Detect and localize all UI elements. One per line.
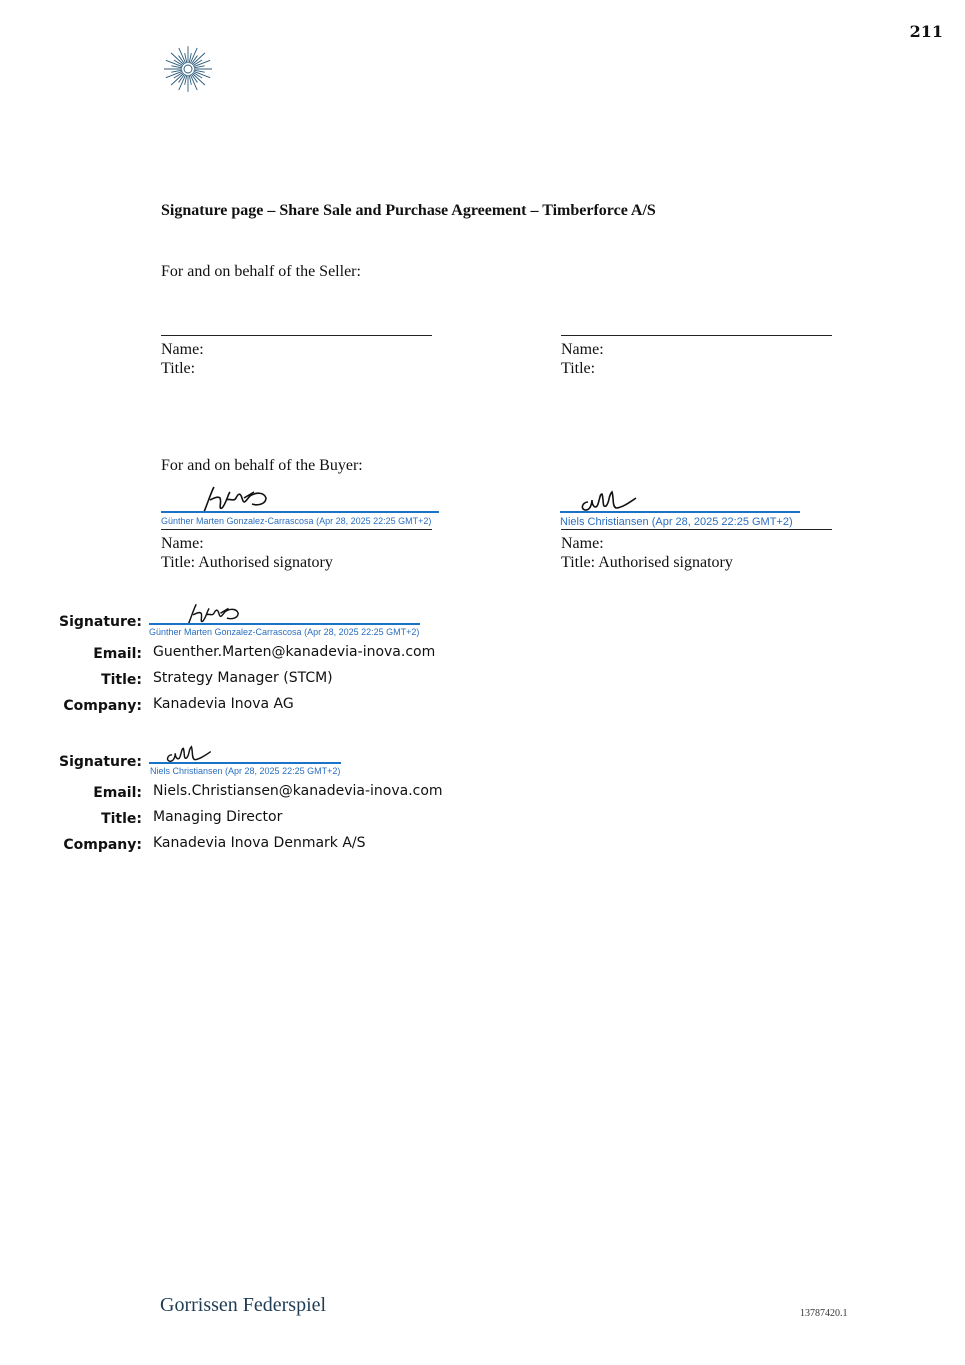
signer-1-company: Kanadevia Inova AG (153, 696, 294, 712)
seller-right-title-label: Title: (561, 360, 596, 377)
signer-2-company-label: Company: (63, 837, 142, 853)
signer-1-signature-label: Signature: (59, 614, 142, 630)
signer-2-signature-line (149, 762, 341, 764)
buyer-left-title-label: Title: Authorised signatory (161, 554, 333, 571)
signer-1-company-label: Company: (63, 698, 142, 714)
buyer-right-title-label: Title: Authorised signatory (561, 554, 733, 571)
seller-right-name-label: Name: (561, 341, 604, 358)
footer-brand: Gorrissen Federspiel (160, 1294, 327, 1316)
signer-2-title-label: Title: (101, 811, 142, 827)
signer-1-title-label: Title: (101, 672, 142, 688)
seller-left-name-label: Name: (161, 341, 204, 358)
buyer-right-underline (561, 529, 832, 530)
signer-2-signature-caption: Niels Christiansen (Apr 28, 2025 22:25 GMT+2) (150, 766, 341, 776)
signer-1-signature-line (149, 623, 420, 625)
seller-intro: For and on behalf of the Seller: (161, 263, 361, 280)
signer-2-email: Niels.Christiansen@kanadevia-inova.com (153, 783, 443, 799)
buyer-left-underline (161, 529, 432, 530)
buyer-left-signature-line (161, 511, 439, 513)
buyer-left-name-label: Name: (161, 535, 204, 552)
buyer-right-name-label: Name: (561, 535, 604, 552)
seller-left-signature-line (161, 335, 432, 336)
signer-1-email-label: Email: (93, 646, 142, 662)
buyer-intro: For and on behalf of the Buyer: (161, 457, 363, 474)
buyer-left-signature-caption: Günther Marten Gonzalez-Carrascosa (Apr 28, 2025 22:25 GMT+2) (161, 516, 432, 526)
signer-2-signature-label: Signature: (59, 754, 142, 770)
signer-2-title: Managing Director (153, 809, 283, 825)
signer-1-email: Guenther.Marten@kanadevia-inova.com (153, 644, 436, 660)
seller-right-signature-line (561, 335, 832, 336)
buyer-right-signature-caption: Niels Christiansen (Apr 28, 2025 22:25 GMT+2) (560, 516, 793, 528)
seller-left-title-label: Title: (161, 360, 196, 377)
buyer-right-signature-line (560, 511, 800, 513)
handwritten-signature-gunther (200, 484, 272, 514)
signer-1-signature-caption: Günther Marten Gonzalez-Carrascosa (Apr 28, 2025 22:25 GMT+2) (149, 627, 420, 637)
document-reference: 13787420.1 (800, 1308, 848, 1319)
signer-2-email-label: Email: (93, 785, 142, 801)
sunburst-logo-icon (160, 44, 216, 94)
page-number: 211 (909, 22, 943, 41)
signer-2-company: Kanadevia Inova Denmark A/S (153, 835, 366, 851)
page-title: Signature page – Share Sale and Purchase Agreement – Timberforce A/S (161, 202, 656, 219)
signer-1-title: Strategy Manager (STCM) (153, 670, 333, 686)
